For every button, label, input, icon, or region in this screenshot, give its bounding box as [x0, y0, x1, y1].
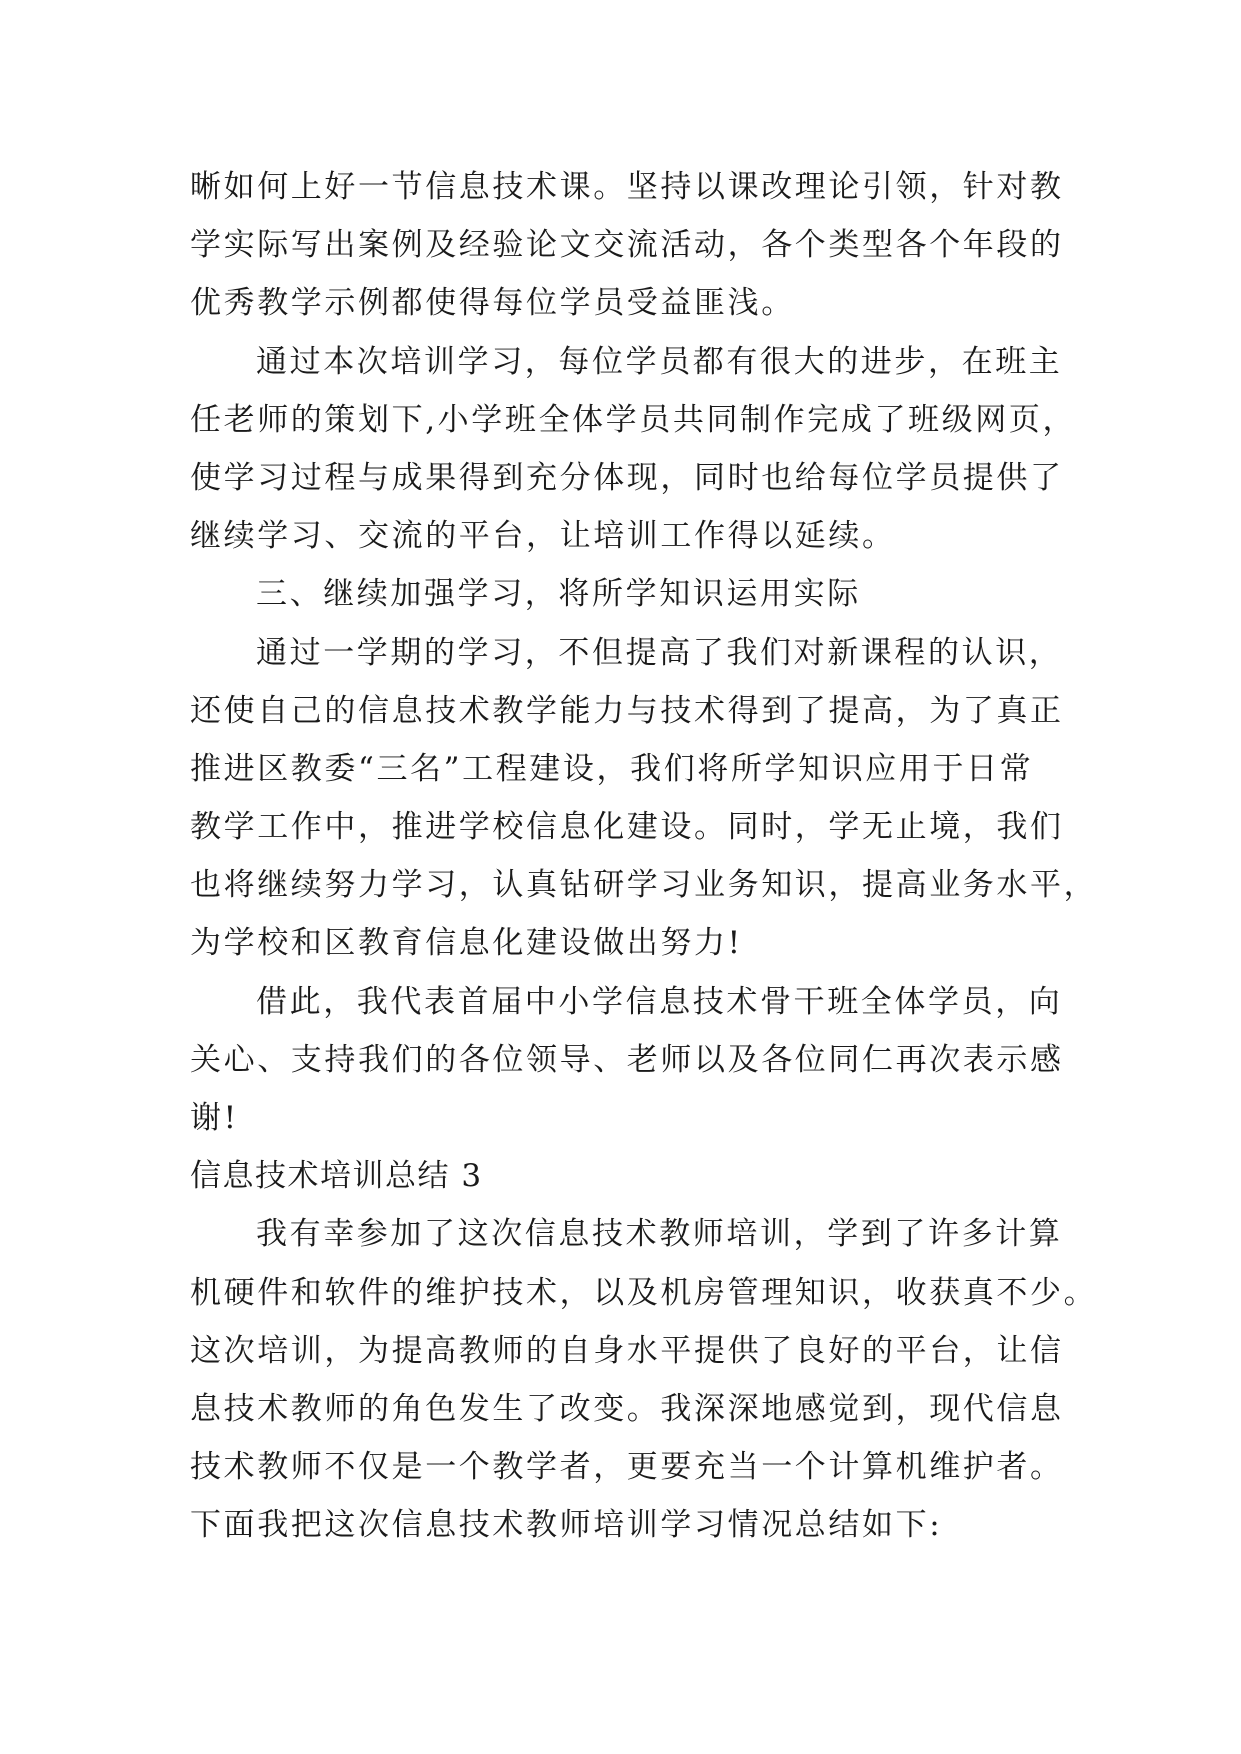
text-line: 推进区教委“三名”工程建设，我们将所学知识应用于日常	[190, 750, 1034, 787]
paragraph-start-line: 借此，我代表首届中小学信息技术骨干班全体学员，向	[256, 983, 1063, 1020]
text-line: 谢!	[190, 1100, 239, 1136]
section-heading: 三、继续加强学习，将所学知识运用实际	[256, 576, 861, 613]
text-line: 机硬件和软件的维护技术，以及机房管理知识，收获真不少。	[190, 1274, 1098, 1311]
text-line: 关心、支持我们的各位领导、老师以及各位同仁再次表示感	[190, 1041, 1064, 1078]
text-line: 优秀教学示例都使得每位学员受益匪浅。	[190, 285, 795, 322]
text-line: 学实际写出案例及经验论文交流活动，各个类型各个年段的	[190, 227, 1064, 264]
text-line: 晰如何上好一节信息技术课。坚持以课改理论引领，针对教	[190, 169, 1064, 205]
text-line: 任老师的策划下,小学班全体学员共同制作完成了班级网页，	[190, 401, 1077, 438]
text-line: 也将继续努力学习，认真钻研学习业务知识，提高业务水平，	[190, 867, 1098, 904]
paragraph-start-line: 通过一学期的学习，不但提高了我们对新课程的认识，	[256, 634, 1063, 671]
text-line: 教学工作中，推进学校信息化建设。同时，学无止境，我们	[190, 809, 1064, 846]
text-line: 为学校和区教育信息化建设做出努力!	[190, 925, 743, 962]
document-title: 信息技术培训总结 3	[190, 1158, 483, 1195]
text-line: 这次培训，为提高教师的自身水平提供了良好的平台，让信	[190, 1332, 1064, 1369]
text-line: 继续学习、交流的平台，让培训工作得以延续。	[190, 518, 896, 555]
paragraph-start-line: 我有幸参加了这次信息技术教师培训，学到了许多计算	[256, 1216, 1063, 1253]
document-body	[190, 158, 1098, 1555]
text-line: 使学习过程与成果得到充分体现，同时也给每位学员提供了	[190, 459, 1064, 496]
text-line: 下面我把这次信息技术教师培训学习情况总结如下:	[190, 1507, 943, 1544]
text-line: 还使自己的信息技术教学能力与技术得到了提高，为了真正	[190, 692, 1064, 729]
text-line: 技术教师不仅是一个教学者，更要充当一个计算机维护者。	[190, 1449, 1064, 1486]
paragraph-start-line: 通过本次培训学习，每位学员都有很大的进步，在班主	[256, 343, 1063, 380]
text-line: 息技术教师的角色发生了改变。我深深地感觉到，现代信息	[190, 1390, 1064, 1427]
